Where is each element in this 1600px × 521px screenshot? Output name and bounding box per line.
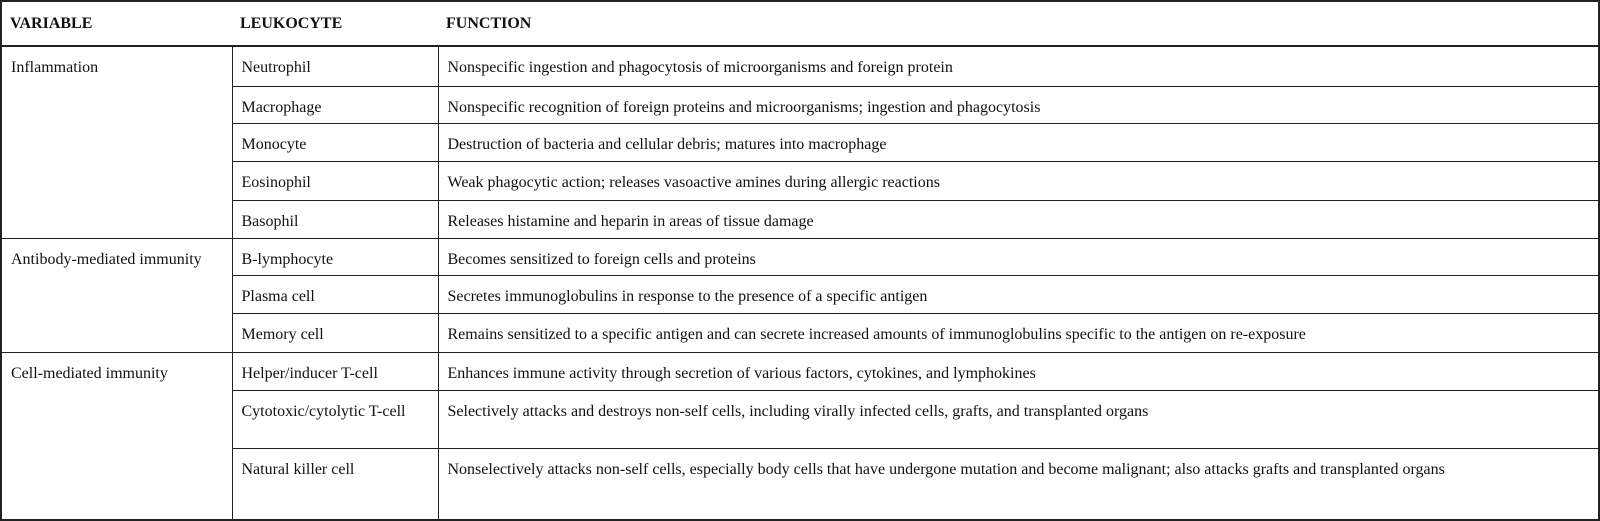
leukocyte-cell	[232, 238, 438, 275]
function-cell	[438, 352, 1599, 390]
function-text: Destruction of bacteria and cellular debris; matures into macrophage	[447, 135, 887, 153]
function-text: Selectively attacks and destroys non-self cells, including virally infected cells, grafts, and transplanted organs	[447, 402, 1149, 420]
variable-text: Cell-mediated immunity	[11, 364, 168, 382]
leukocyte-cell	[232, 390, 438, 448]
function-cell	[438, 200, 1599, 238]
leukocyte-text: Monocyte	[241, 135, 307, 153]
leukocyte-cell	[232, 448, 438, 520]
header-function: FUNCTION	[438, 1, 1599, 46]
leukocyte-cell	[232, 86, 438, 123]
function-text: Nonspecific recognition of foreign proteins and microorganisms; ingestion and phagocytosis	[447, 98, 1041, 116]
table-row	[1, 390, 1599, 448]
leukocyte-text: Helper/inducer T-cell	[241, 364, 378, 382]
variable-cell	[1, 352, 232, 520]
function-cell	[438, 123, 1599, 161]
leukocyte-cell	[232, 313, 438, 352]
leukocyte-text: Eosinophil	[241, 173, 311, 191]
function-cell	[438, 313, 1599, 352]
table-row	[1, 123, 1599, 161]
leukocyte-text: Cytotoxic/cytolytic T-cell	[241, 402, 406, 420]
table-row	[1, 352, 1599, 390]
function-text: Becomes sensitized to foreign cells and proteins	[447, 250, 756, 268]
leukocyte-text: Memory cell	[241, 325, 324, 343]
table-row	[1, 238, 1599, 275]
function-text: Releases histamine and heparin in areas of tissue damage	[447, 212, 814, 230]
function-text: Secretes immunoglobulins in response to the presence of a specific antigen	[447, 287, 928, 305]
function-text: Enhances immune activity through secretion of various factors, cytokines, and lymphokines	[447, 364, 1036, 382]
table-row	[1, 46, 1599, 86]
leukocyte-text: Natural killer cell	[241, 460, 355, 478]
function-cell	[438, 86, 1599, 123]
function-cell	[438, 448, 1599, 520]
function-cell	[438, 161, 1599, 200]
variable-cell	[1, 46, 232, 238]
function-cell	[438, 46, 1599, 86]
variable-cell	[1, 238, 232, 352]
function-text: Nonselectively attacks non-self cells, especially body cells that have undergone mutation and become malignant; also attacks grafts and transplanted organs	[447, 460, 1445, 478]
function-cell	[438, 390, 1599, 448]
function-cell	[438, 275, 1599, 313]
table-row	[1, 313, 1599, 352]
table-row	[1, 275, 1599, 313]
table-row	[1, 86, 1599, 123]
header-variable: VARIABLE	[1, 1, 232, 46]
function-text: Remains sensitized to a specific antigen and can secrete increased amounts of immunoglobulins specific to the antigen on re-exposure	[447, 325, 1306, 343]
table-row	[1, 200, 1599, 238]
header-row	[1, 1, 1599, 46]
leukocyte-text: Macrophage	[241, 98, 322, 116]
leukocyte-cell	[232, 275, 438, 313]
leukocyte-text: Basophil	[241, 212, 299, 230]
table-row	[1, 448, 1599, 520]
header-leukocyte: LEUKOCYTE	[232, 1, 438, 46]
leukocyte-text: B-lymphocyte	[241, 250, 334, 268]
function-text: Weak phagocytic action; releases vasoactive amines during allergic reactions	[447, 173, 940, 191]
function-text: Nonspecific ingestion and phagocytosis of microorganisms and foreign protein	[447, 59, 953, 76]
leukocyte-text: Plasma cell	[241, 287, 315, 305]
leukocyte-cell	[232, 200, 438, 238]
leukocyte-cell	[232, 161, 438, 200]
function-cell	[438, 238, 1599, 275]
variable-text: Antibody-mediated immunity	[11, 250, 202, 268]
leukocyte-text: Neutrophil	[241, 59, 311, 76]
leukocyte-cell	[232, 123, 438, 161]
leukocyte-cell	[232, 352, 438, 390]
variable-text: Inflammation	[11, 59, 99, 76]
table-row	[1, 161, 1599, 200]
leukocyte-cell	[232, 46, 438, 86]
